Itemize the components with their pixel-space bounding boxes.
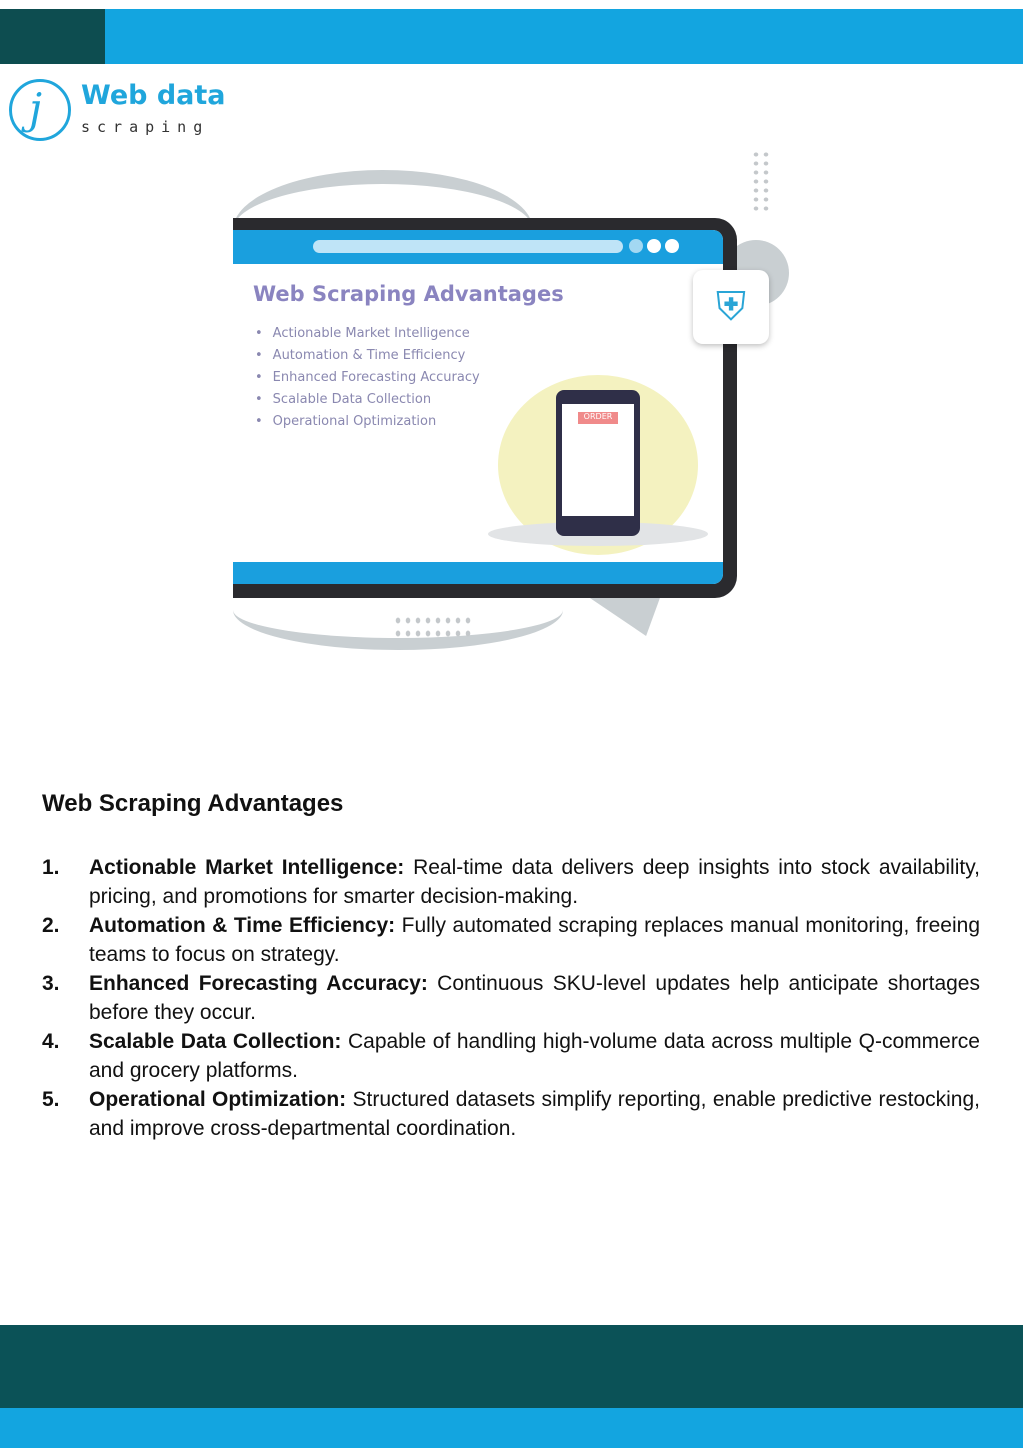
header-band-dark bbox=[0, 9, 105, 64]
order-label: ORDER bbox=[578, 412, 618, 424]
screen-footer-bar bbox=[233, 562, 723, 584]
list-item: 2. Automation & Time Efficiency: Fully automated scraping replaces manual monitoring, freeing teams to focus on strategy. bbox=[42, 914, 980, 966]
dot-icon bbox=[665, 239, 679, 253]
tablet-frame bbox=[233, 218, 737, 598]
dot-icon bbox=[629, 239, 643, 253]
slide-bullet: • Automation & Time Efficiency bbox=[255, 348, 480, 370]
footer-band-dark bbox=[0, 1325, 1023, 1408]
logo-name: Web data bbox=[81, 80, 226, 111]
section-title: Web Scraping Advantages bbox=[42, 790, 344, 817]
list-item: 4. Scalable Data Collection: Capable of handling high-volume data across multiple Q-commerce and grocery platforms. bbox=[42, 1030, 980, 1082]
advantages-list bbox=[42, 853, 980, 1143]
header-band-blue bbox=[105, 9, 1023, 64]
slide-bullet: • Enhanced Forecasting Accuracy bbox=[255, 370, 480, 392]
decor-dots bbox=[751, 150, 771, 212]
slide-bullet: • Operational Optimization bbox=[255, 414, 480, 436]
logo-sub: scraping bbox=[81, 118, 210, 136]
list-item: 3. Enhanced Forecasting Accuracy: Continuous SKU-level updates help anticipate shortages before they occur. bbox=[42, 972, 980, 1024]
tablet-screen bbox=[233, 230, 723, 584]
shield-database-icon: ⛨ bbox=[693, 270, 769, 344]
illustration bbox=[233, 150, 803, 650]
footer-band-blue bbox=[0, 1408, 1023, 1448]
logo-mark: j bbox=[29, 84, 43, 133]
slide-bullet: • Actionable Market Intelligence bbox=[255, 326, 480, 348]
dot-icon bbox=[647, 239, 661, 253]
decor-dots bbox=[393, 614, 475, 638]
slide-title: Web Scraping Advantages bbox=[253, 282, 564, 306]
url-bar bbox=[313, 240, 623, 253]
decor-wedge bbox=[546, 598, 660, 636]
list-item: 1. Actionable Market Intelligence: Real-time data delivers deep insights into stock availability, pricing, and promotions for smarter decision-making. bbox=[42, 856, 980, 908]
list-item: 5. Operational Optimization: Structured datasets simplify reporting, enable predictive restocking, and improve cross-departmental coordination. bbox=[42, 1088, 980, 1140]
phone-illustration bbox=[556, 390, 640, 536]
logo bbox=[9, 76, 229, 146]
slide-bullet: • Scalable Data Collection bbox=[255, 392, 480, 414]
browser-bar bbox=[233, 230, 723, 264]
slide-bullets bbox=[255, 326, 480, 436]
